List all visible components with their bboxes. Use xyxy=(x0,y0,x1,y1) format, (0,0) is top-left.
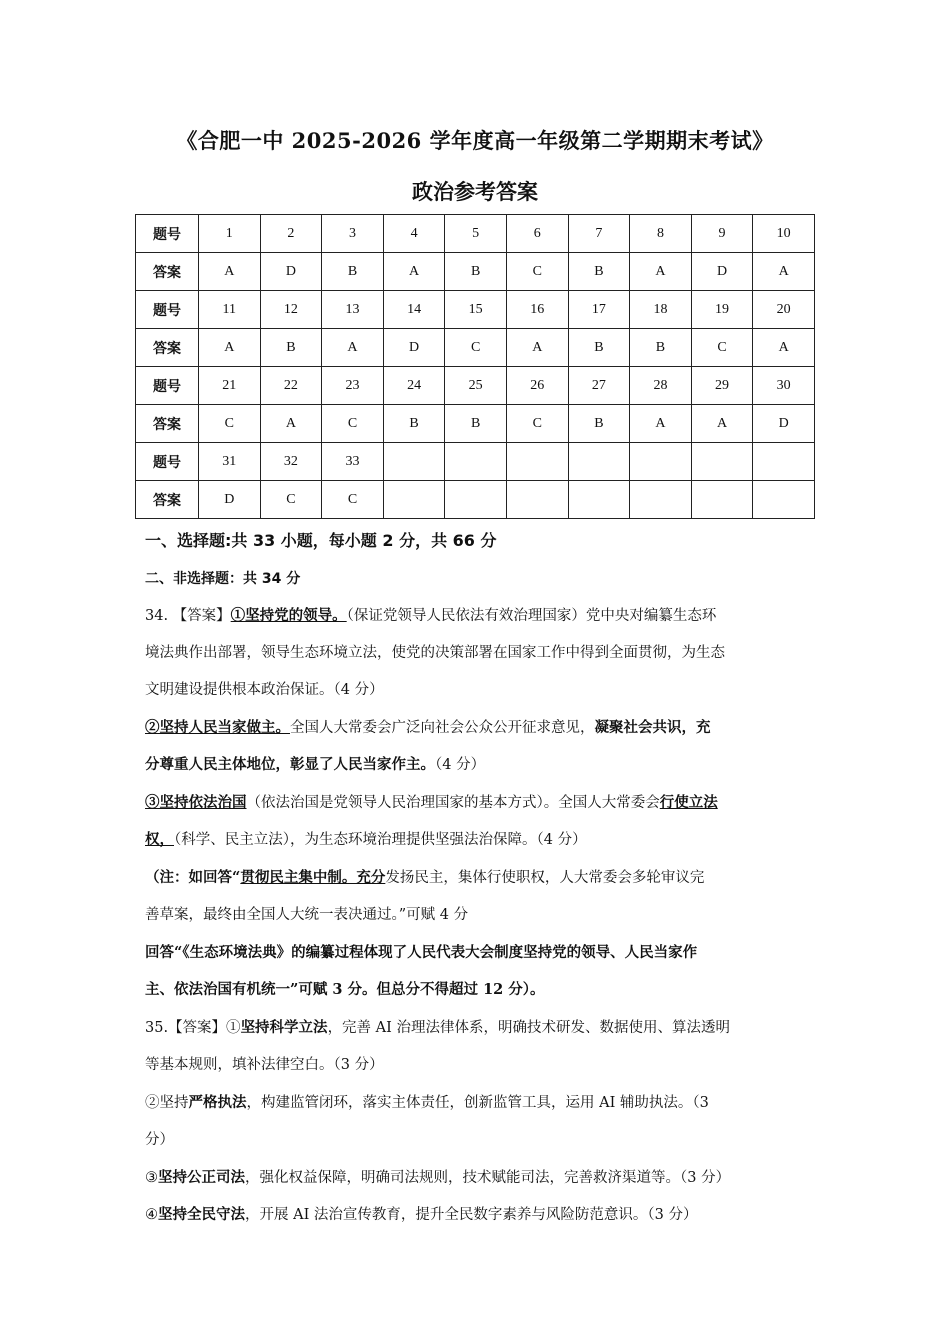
question-number-cell xyxy=(383,443,445,481)
answer-cell: A xyxy=(630,405,692,443)
answer-cell xyxy=(691,481,753,519)
answer-cell: D xyxy=(199,481,261,519)
question-number-cell: 29 xyxy=(691,367,753,405)
answer-cell: B xyxy=(568,329,630,367)
answer-cell: A xyxy=(753,329,815,367)
question-number-cell: 25 xyxy=(445,367,507,405)
row-label: 题号 xyxy=(136,291,199,329)
question-number-cell: 8 xyxy=(630,215,692,253)
answer-cell: D xyxy=(383,329,445,367)
answer-cell: B xyxy=(383,405,445,443)
question-number-cell: 32 xyxy=(260,443,322,481)
document-subtitle: 政治参考答案 xyxy=(412,179,538,204)
answer-cell xyxy=(753,481,815,519)
q34-note-line-3: 回答“《生态环境法典》的编纂过程体现了人民代表大会制度坚持党的领导、人民当家作 xyxy=(145,944,698,961)
answer-cell: A xyxy=(506,329,568,367)
answer-table xyxy=(135,214,815,519)
question-number-cell xyxy=(445,443,507,481)
section-nonchoice-heading: 二、非选择题：共 34 分 xyxy=(145,571,301,587)
question-number-cell xyxy=(691,443,753,481)
answer-cell xyxy=(383,481,445,519)
question-number-cell: 12 xyxy=(260,291,322,329)
question-number-cell: 7 xyxy=(568,215,630,253)
answer-cell: A xyxy=(753,253,815,291)
question-number-cell: 27 xyxy=(568,367,630,405)
answer-cell xyxy=(506,481,568,519)
question-number-cell: 5 xyxy=(445,215,507,253)
question-number-cell: 16 xyxy=(506,291,568,329)
question-number-cell: 33 xyxy=(322,443,384,481)
row-label: 题号 xyxy=(136,443,199,481)
row-label: 答案 xyxy=(136,481,199,519)
q34-line-3: 文明建设提供根本政治保证。（4 分） xyxy=(145,682,384,698)
table-row-answers xyxy=(136,405,815,443)
answer-cell: B xyxy=(322,253,384,291)
question-number-cell: 14 xyxy=(383,291,445,329)
q35-line-5: ③坚持公正司法，强化权益保障，明确司法规则，技术赋能司法，完善救济渠道等。（3 分） xyxy=(145,1169,731,1186)
answer-cell xyxy=(630,481,692,519)
answer-cell: C xyxy=(260,481,322,519)
question-number-cell: 1 xyxy=(199,215,261,253)
q34-note-line-2: 善草案，最终由全国人大统一表决通过。”可赋 4 分 xyxy=(145,907,469,923)
question-number-cell: 6 xyxy=(506,215,568,253)
question-number-cell xyxy=(568,443,630,481)
answer-cell: A xyxy=(691,405,753,443)
q34-line-6: ③坚持依法治国（依法治国是党领导人民治理国家的基本方式）。全国人大常委会行使立法 xyxy=(145,794,718,811)
answer-cell: C xyxy=(691,329,753,367)
question-number-cell: 18 xyxy=(630,291,692,329)
answer-cell: A xyxy=(322,329,384,367)
question-number-cell: 20 xyxy=(753,291,815,329)
question-number-cell: 19 xyxy=(691,291,753,329)
question-number-cell: 28 xyxy=(630,367,692,405)
question-number-cell: 10 xyxy=(753,215,815,253)
question-number-cell: 23 xyxy=(322,367,384,405)
table-row-answers xyxy=(136,481,815,519)
q35-line-1: 35.【答案】①坚持科学立法，完善 AI 治理法律体系，明确技术研发、数据使用、算法透明 xyxy=(145,1019,730,1036)
row-label: 答案 xyxy=(136,329,199,367)
answer-cell: B xyxy=(568,405,630,443)
answer-cell: C xyxy=(506,253,568,291)
answer-cell: C xyxy=(506,405,568,443)
q34-line-7: 权，（科学、民主立法），为生态环境治理提供坚强法治保障。（4 分） xyxy=(145,831,587,848)
table-row-answers xyxy=(136,329,815,367)
answer-cell: C xyxy=(322,481,384,519)
answer-cell: B xyxy=(630,329,692,367)
table-row-question-numbers xyxy=(136,443,815,481)
answer-cell: A xyxy=(630,253,692,291)
answer-cell: A xyxy=(260,405,322,443)
question-number-cell: 2 xyxy=(260,215,322,253)
question-number-cell xyxy=(506,443,568,481)
question-number-cell: 9 xyxy=(691,215,753,253)
q34-note-line-1: （注：如回答“贯彻民主集中制。充分发扬民主，集体行使职权，人大常委会多轮审议完 xyxy=(145,869,705,886)
q34-line-2: 境法典作出部署，领导生态环境立法，使党的决策部署在国家工作中得到全面贯彻，为生态 xyxy=(145,645,725,661)
question-number-cell: 30 xyxy=(753,367,815,405)
answer-cell: D xyxy=(753,405,815,443)
answer-cell: A xyxy=(199,329,261,367)
row-label: 答案 xyxy=(136,253,199,291)
question-number-cell: 31 xyxy=(199,443,261,481)
answer-cell xyxy=(445,481,507,519)
row-label: 题号 xyxy=(136,215,199,253)
q35-line-3: ②坚持严格执法，构建监管闭环，落实主体责任，创新监管工具，运用 AI 辅助执法。（3 xyxy=(145,1094,709,1111)
answer-cell: B xyxy=(568,253,630,291)
answer-cell: B xyxy=(260,329,322,367)
question-number-cell: 21 xyxy=(199,367,261,405)
answer-cell xyxy=(568,481,630,519)
q34-note-line-4: 主、依法治国有机统一”可赋 3 分。但总分不得超过 12 分）。 xyxy=(145,981,545,998)
document-title: 《合肥一中 2025-2026 学年度高一年级第二学期期末考试》 xyxy=(176,128,774,153)
question-number-cell: 15 xyxy=(445,291,507,329)
q34-line-4: ②坚持人民当家做主。全国人大常委会广泛向社会公众公开征求意见，凝聚社会共识，充 xyxy=(145,719,711,736)
row-label: 题号 xyxy=(136,367,199,405)
q35-line-6: ④坚持全民守法，开展 AI 法治宣传教育，提升全民数字素养与风险防范意识。（3 分） xyxy=(145,1206,698,1223)
question-number-cell xyxy=(630,443,692,481)
question-number-cell xyxy=(753,443,815,481)
question-number-cell: 4 xyxy=(383,215,445,253)
answer-cell: B xyxy=(445,253,507,291)
answer-cell: D xyxy=(260,253,322,291)
table-row-question-numbers xyxy=(136,367,815,405)
question-number-cell: 3 xyxy=(322,215,384,253)
section-choice-heading: 一、选择题:共 33 小题，每小题 2 分，共 66 分 xyxy=(145,531,497,550)
question-number-cell: 13 xyxy=(322,291,384,329)
answer-cell: C xyxy=(199,405,261,443)
table-row-question-numbers xyxy=(136,215,815,253)
question-number-cell: 26 xyxy=(506,367,568,405)
q35-line-2: 等基本规则，填补法律空白。（3 分） xyxy=(145,1057,384,1073)
answer-cell: A xyxy=(383,253,445,291)
question-number-cell: 11 xyxy=(199,291,261,329)
question-number-cell: 24 xyxy=(383,367,445,405)
q34-line-1: 34. 【答案】①坚持党的领导。（保证党领导人民依法有效治理国家）党中央对编纂生态环 xyxy=(145,607,717,624)
question-number-cell: 17 xyxy=(568,291,630,329)
row-label: 答案 xyxy=(136,405,199,443)
table-row-question-numbers xyxy=(136,291,815,329)
table-row-answers xyxy=(136,253,815,291)
answer-cell: B xyxy=(445,405,507,443)
answer-cell: C xyxy=(445,329,507,367)
q35-line-4: 分） xyxy=(145,1132,174,1148)
q34-line-5: 分尊重人民主体地位，彰显了人民当家作主。（4 分） xyxy=(145,756,486,773)
answer-cell: C xyxy=(322,405,384,443)
answer-cell: A xyxy=(199,253,261,291)
answer-cell: D xyxy=(691,253,753,291)
question-number-cell: 22 xyxy=(260,367,322,405)
